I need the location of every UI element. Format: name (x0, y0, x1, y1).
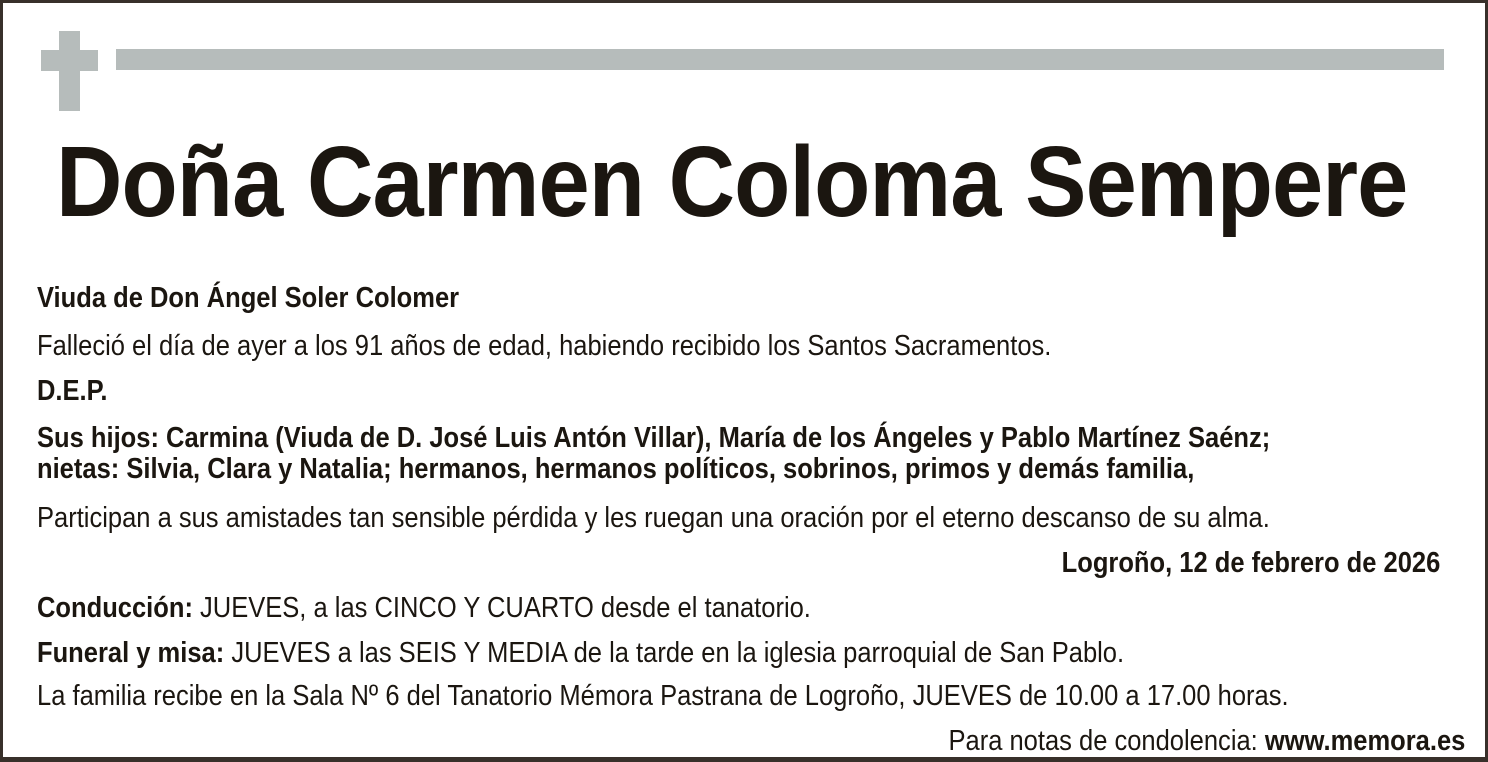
conduccion-line (37, 594, 811, 623)
family-line-2: nietas: Silvia, Clara y Natalia; hermanos, hermanos políticos, sobrinos, primos y demás familia, (37, 453, 1195, 485)
family-line-1: Sus hijos: Carmina (Viuda de D. José Luis Antón Villar), María de los Ángeles y Pablo Martínez Saénz; (37, 422, 1271, 454)
dep-line: D.E.P. (37, 375, 108, 407)
conduccion-text: JUEVES, a las CINCO Y CUARTO desde el tanatorio. (200, 592, 811, 624)
reception-line: La familia recibe en la Sala Nº 6 del Tanatorio Mémora Pastrana de Logroño, JUEVES de 10.00 a 17.00 horas. (37, 680, 1289, 712)
death-notice-line: Falleció el día de ayer a los 91 años de edad, habiendo recibido los Santos Sacramentos. (37, 330, 1052, 362)
cross-vertical-bar (59, 31, 80, 111)
condolence-line (948, 727, 1465, 756)
participation-line: Participan a sus amistades tan sensible pérdida y les ruegan una oración por el eterno descanso de su alma. (37, 502, 1270, 534)
relation-line: Viuda de Don Ángel Soler Colomer (37, 282, 460, 314)
funeral-text: JUEVES a las SEIS Y MEDIA de la tarde en la iglesia parroquial de San Pablo. (231, 637, 1125, 669)
conduccion-label: Conducción: (37, 592, 193, 624)
funeral-label: Funeral y misa: (37, 637, 225, 669)
dateline: Logroño, 12 de febrero de 2026 (1061, 547, 1440, 579)
header-rule (116, 49, 1444, 70)
condolence-label: Para notas de condolencia: (948, 725, 1258, 757)
cross-horizontal-bar (41, 50, 98, 71)
condolence-website-link[interactable]: www.memora.es (1264, 725, 1465, 757)
funeral-line (37, 639, 1124, 668)
deceased-name: Doña Carmen Coloma Sempere (56, 126, 1408, 238)
